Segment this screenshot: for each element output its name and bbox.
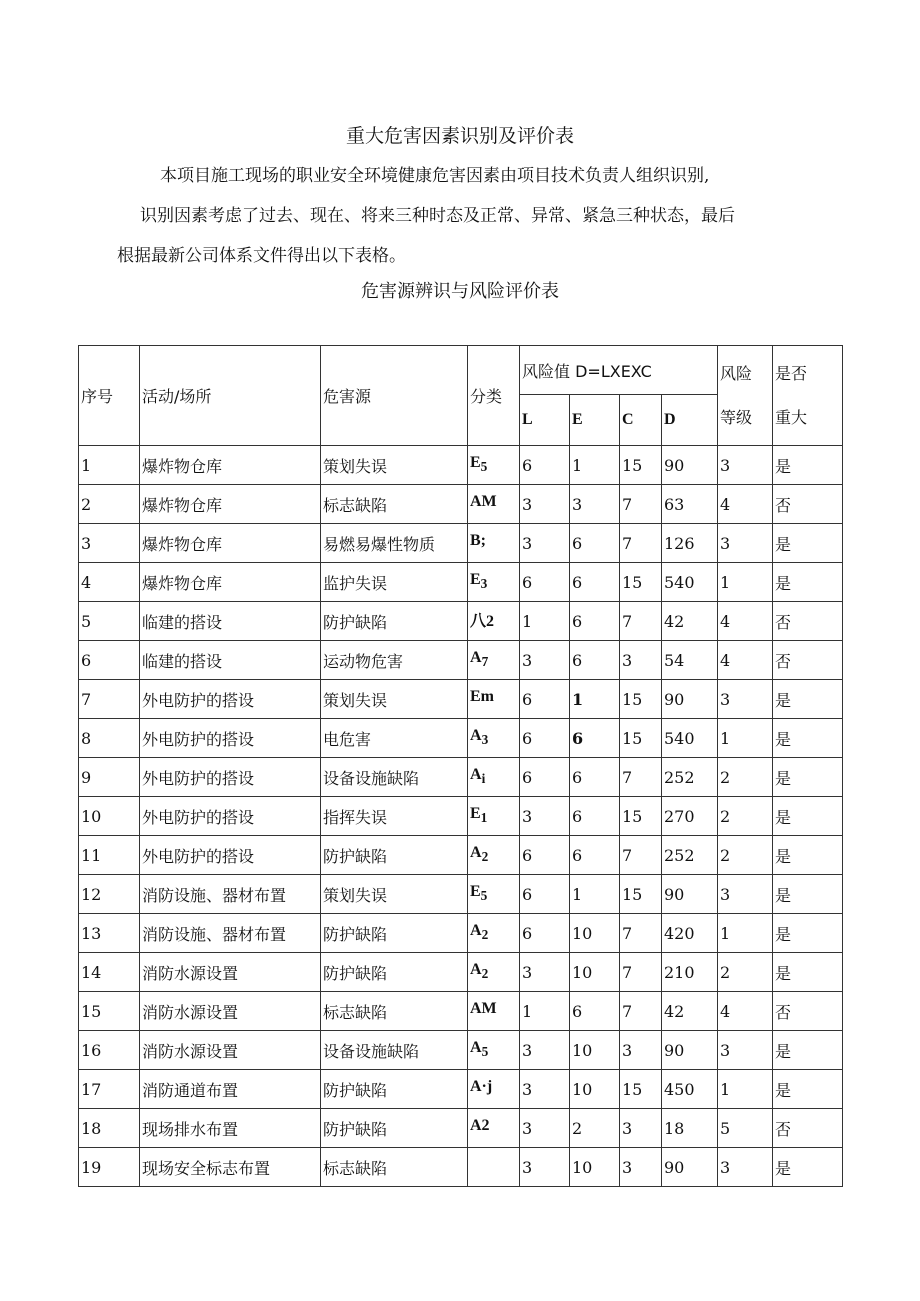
cell-C: 15 [620, 563, 662, 602]
cell-level: 3 [718, 524, 773, 563]
cell-E: 10 [570, 953, 620, 992]
cell-level: 1 [718, 1070, 773, 1109]
header-C: C [620, 395, 662, 446]
category-subscript: 2 [481, 849, 489, 865]
cell-hazard: 设备设施缺陷 [321, 1031, 468, 1070]
cell-C: 7 [620, 914, 662, 953]
cell-E: 10 [570, 1031, 620, 1070]
cell-level: 2 [718, 758, 773, 797]
cell-L: 3 [520, 1109, 570, 1148]
cell-C: 15 [620, 680, 662, 719]
cell-hazard: 标志缺陷 [321, 1148, 468, 1187]
cell-L: 6 [520, 446, 570, 485]
cell-activity: 消防水源设置 [140, 1031, 321, 1070]
cell-L: 3 [520, 1148, 570, 1187]
cell-C: 15 [620, 719, 662, 758]
cell-D: 540 [662, 563, 718, 602]
table-row [79, 563, 843, 602]
cell-hazard: 策划失误 [321, 680, 468, 719]
header-major-bottom: 重大 [775, 407, 808, 427]
intro-line-3: 根据最新公司体系文件得出以下表格。 [117, 246, 406, 266]
cell-seq: 5 [79, 602, 140, 641]
cell-C: 3 [620, 1109, 662, 1148]
cell-seq: 1 [79, 446, 140, 485]
table-row [79, 797, 843, 836]
cell-C: 7 [620, 836, 662, 875]
cell-activity: 消防设施、器材布置 [140, 914, 321, 953]
table-row [79, 1109, 843, 1148]
category-code: B; [470, 532, 486, 550]
cell-category [468, 524, 520, 563]
cell-E: 6 [570, 758, 620, 797]
cell-level: 3 [718, 875, 773, 914]
category-code: 八2 [470, 612, 495, 630]
cell-activity: 爆炸物仓库 [140, 485, 321, 524]
cell-major: 否 [773, 641, 843, 680]
cell-level: 4 [718, 485, 773, 524]
intro-line-2: 识别因素考虑了过去、现在、将来三种时态及正常、异常、紧急三种状态，最后 [140, 206, 735, 226]
cell-category [468, 836, 520, 875]
header-seq: 序号 [79, 346, 140, 446]
category-code: A [470, 766, 482, 784]
table-row [79, 719, 843, 758]
category-code: Em [470, 688, 494, 706]
cell-L: 6 [520, 914, 570, 953]
cell-E: 2 [570, 1109, 620, 1148]
cell-C: 7 [620, 485, 662, 524]
cell-category [468, 680, 520, 719]
cell-activity: 外电防护的搭设 [140, 797, 321, 836]
cell-seq: 12 [79, 875, 140, 914]
cell-C: 15 [620, 1070, 662, 1109]
cell-seq: 2 [79, 485, 140, 524]
cell-major: 是 [773, 1148, 843, 1187]
cell-activity: 外电防护的搭设 [140, 758, 321, 797]
cell-hazard: 策划失误 [321, 875, 468, 914]
cell-L: 6 [520, 758, 570, 797]
cell-E: 1 [570, 875, 620, 914]
table-row [79, 680, 843, 719]
cell-level: 1 [718, 563, 773, 602]
cell-level: 2 [718, 836, 773, 875]
cell-category [468, 1070, 520, 1109]
cell-activity: 外电防护的搭设 [140, 719, 321, 758]
category-subscript: 2 [481, 927, 489, 943]
category-subscript: 5 [480, 459, 488, 475]
cell-L: 3 [520, 1070, 570, 1109]
cell-L: 3 [520, 1031, 570, 1070]
cell-major: 是 [773, 719, 843, 758]
cell-level: 3 [718, 1148, 773, 1187]
cell-category [468, 953, 520, 992]
cell-activity: 外电防护的搭设 [140, 680, 321, 719]
cell-activity: 消防水源设置 [140, 953, 321, 992]
cell-C: 3 [620, 641, 662, 680]
category-code: A [470, 961, 482, 979]
cell-C: 7 [620, 992, 662, 1031]
page-title: 重大危害因素识别及评价表 [345, 125, 574, 147]
header-category: 分类 [468, 346, 520, 446]
cell-hazard: 指挥失误 [321, 797, 468, 836]
cell-seq: 19 [79, 1148, 140, 1187]
cell-hazard: 防护缺陷 [321, 953, 468, 992]
cell-category [468, 563, 520, 602]
cell-activity: 现场安全标志布置 [140, 1148, 321, 1187]
cell-D: 18 [662, 1109, 718, 1148]
cell-D: 420 [662, 914, 718, 953]
table-row [79, 446, 843, 485]
cell-hazard: 防护缺陷 [321, 914, 468, 953]
cell-category [468, 641, 520, 680]
cell-E: 1 [570, 680, 620, 719]
cell-D: 252 [662, 758, 718, 797]
category-code: E [470, 883, 481, 901]
cell-E: 6 [570, 797, 620, 836]
cell-category [468, 914, 520, 953]
category-code: A [470, 727, 482, 745]
table-row [79, 953, 843, 992]
cell-seq: 7 [79, 680, 140, 719]
cell-L: 6 [520, 719, 570, 758]
cell-D: 90 [662, 1031, 718, 1070]
cell-activity: 爆炸物仓库 [140, 446, 321, 485]
cell-seq: 14 [79, 953, 140, 992]
cell-major: 是 [773, 524, 843, 563]
cell-hazard: 监护失误 [321, 563, 468, 602]
header-risk-level-top: 风险 [720, 363, 753, 383]
header-D: D [662, 395, 718, 446]
cell-D: 63 [662, 485, 718, 524]
table-row [79, 602, 843, 641]
cell-seq: 16 [79, 1031, 140, 1070]
cell-C: 7 [620, 953, 662, 992]
cell-E: 10 [570, 914, 620, 953]
cell-level: 1 [718, 914, 773, 953]
cell-seq: 6 [79, 641, 140, 680]
cell-seq: 10 [79, 797, 140, 836]
category-code: E [470, 454, 481, 472]
cell-seq: 9 [79, 758, 140, 797]
risk-table [78, 345, 843, 1187]
cell-level: 2 [718, 797, 773, 836]
header-major-top: 是否 [775, 363, 808, 383]
cell-activity: 现场排水布置 [140, 1109, 321, 1148]
cell-major: 是 [773, 1070, 843, 1109]
cell-L: 1 [520, 602, 570, 641]
cell-level: 4 [718, 992, 773, 1031]
cell-hazard: 防护缺陷 [321, 1070, 468, 1109]
cell-major: 是 [773, 758, 843, 797]
cell-C: 15 [620, 797, 662, 836]
cell-D: 540 [662, 719, 718, 758]
cell-level: 4 [718, 602, 773, 641]
table-row [79, 914, 843, 953]
cell-category [468, 992, 520, 1031]
cell-category [468, 446, 520, 485]
category-subscript: 3 [481, 732, 489, 748]
cell-hazard: 易燃易爆性物质 [321, 524, 468, 563]
cell-activity: 临建的搭设 [140, 641, 321, 680]
cell-D: 42 [662, 602, 718, 641]
cell-hazard: 防护缺陷 [321, 836, 468, 875]
cell-E: 6 [570, 602, 620, 641]
cell-L: 6 [520, 875, 570, 914]
cell-activity: 消防设施、器材布置 [140, 875, 321, 914]
cell-C: 7 [620, 602, 662, 641]
cell-activity: 爆炸物仓库 [140, 524, 321, 563]
cell-level: 1 [718, 719, 773, 758]
cell-D: 90 [662, 1148, 718, 1187]
category-code: E [470, 571, 481, 589]
header-E: E [570, 395, 620, 446]
cell-major: 是 [773, 446, 843, 485]
cell-activity: 消防通道布置 [140, 1070, 321, 1109]
cell-D: 42 [662, 992, 718, 1031]
table-row [79, 485, 843, 524]
category-code: AM [470, 493, 497, 511]
cell-D: 270 [662, 797, 718, 836]
header-L: L [520, 395, 570, 446]
cell-D: 90 [662, 680, 718, 719]
cell-activity: 临建的搭设 [140, 602, 321, 641]
category-code: AM [470, 1000, 497, 1018]
cell-E: 10 [570, 1148, 620, 1187]
category-code: A [470, 1039, 482, 1057]
cell-D: 54 [662, 641, 718, 680]
cell-activity: 消防水源设置 [140, 992, 321, 1031]
cell-seq: 15 [79, 992, 140, 1031]
cell-L: 6 [520, 836, 570, 875]
cell-category [468, 1109, 520, 1148]
cell-level: 3 [718, 680, 773, 719]
cell-C: 15 [620, 875, 662, 914]
cell-level: 5 [718, 1109, 773, 1148]
cell-activity: 爆炸物仓库 [140, 563, 321, 602]
cell-hazard: 防护缺陷 [321, 602, 468, 641]
cell-E: 6 [570, 641, 620, 680]
cell-hazard: 标志缺陷 [321, 485, 468, 524]
cell-level: 3 [718, 1031, 773, 1070]
cell-hazard: 策划失误 [321, 446, 468, 485]
category-code: A·j [470, 1078, 493, 1096]
cell-C: 3 [620, 1031, 662, 1070]
table-row [79, 836, 843, 875]
category-code: E [470, 805, 481, 823]
cell-hazard: 防护缺陷 [321, 1109, 468, 1148]
cell-E: 3 [570, 485, 620, 524]
cell-D: 210 [662, 953, 718, 992]
cell-major: 否 [773, 602, 843, 641]
cell-seq: 13 [79, 914, 140, 953]
cell-hazard: 设备设施缺陷 [321, 758, 468, 797]
table-title: 危害源辨识与风险评价表 [361, 281, 559, 302]
header-risk-value: 风险值 D=LXEXC [520, 346, 718, 395]
cell-E: 10 [570, 1070, 620, 1109]
header-risk-level-bottom: 等级 [720, 407, 753, 427]
table-row [79, 875, 843, 914]
table-row [79, 641, 843, 680]
cell-category [468, 719, 520, 758]
cell-category [468, 1148, 520, 1187]
cell-major: 是 [773, 836, 843, 875]
cell-C: 7 [620, 524, 662, 563]
table-row [79, 992, 843, 1031]
category-subscript: i [481, 771, 486, 787]
cell-major: 否 [773, 992, 843, 1031]
cell-major: 是 [773, 1031, 843, 1070]
category-subscript: 7 [481, 654, 489, 670]
cell-activity: 外电防护的搭设 [140, 836, 321, 875]
cell-C: 3 [620, 1148, 662, 1187]
intro-line-1: 本项目施工现场的职业安全环境健康危害因素由项目技术负责人组织识别, [160, 166, 710, 186]
cell-level: 3 [718, 446, 773, 485]
cell-L: 3 [520, 953, 570, 992]
table-row [79, 758, 843, 797]
cell-major: 是 [773, 914, 843, 953]
cell-E: 6 [570, 836, 620, 875]
cell-major: 否 [773, 1109, 843, 1148]
cell-category [468, 758, 520, 797]
cell-seq: 11 [79, 836, 140, 875]
cell-E: 6 [570, 524, 620, 563]
cell-E: 6 [570, 719, 620, 758]
cell-category [468, 1031, 520, 1070]
category-subscript: 5 [481, 1044, 489, 1060]
cell-seq: 3 [79, 524, 140, 563]
cell-major: 是 [773, 563, 843, 602]
cell-L: 1 [520, 992, 570, 1031]
cell-major: 否 [773, 485, 843, 524]
category-code: A [470, 649, 482, 667]
category-subscript: 2 [481, 966, 489, 982]
category-subscript: 5 [480, 888, 488, 904]
cell-L: 6 [520, 563, 570, 602]
cell-D: 90 [662, 446, 718, 485]
cell-major: 是 [773, 680, 843, 719]
cell-D: 90 [662, 875, 718, 914]
header-activity: 活动/场所 [140, 346, 321, 446]
cell-C: 7 [620, 758, 662, 797]
table-row [79, 1031, 843, 1070]
category-code: A [470, 922, 482, 940]
cell-category [468, 485, 520, 524]
cell-C: 15 [620, 446, 662, 485]
cell-category [468, 875, 520, 914]
cell-L: 3 [520, 797, 570, 836]
cell-D: 450 [662, 1070, 718, 1109]
table-row [79, 1070, 843, 1109]
cell-seq: 18 [79, 1109, 140, 1148]
cell-D: 252 [662, 836, 718, 875]
cell-level: 2 [718, 953, 773, 992]
cell-E: 6 [570, 563, 620, 602]
category-code: A2 [470, 1117, 490, 1135]
cell-hazard: 标志缺陷 [321, 992, 468, 1031]
table-row [79, 1148, 843, 1187]
cell-hazard: 电危害 [321, 719, 468, 758]
cell-level: 4 [718, 641, 773, 680]
cell-seq: 4 [79, 563, 140, 602]
cell-L: 3 [520, 485, 570, 524]
header-hazard: 危害源 [321, 346, 468, 446]
cell-seq: 8 [79, 719, 140, 758]
cell-L: 3 [520, 641, 570, 680]
category-code: A [470, 844, 482, 862]
cell-E: 1 [570, 446, 620, 485]
cell-L: 3 [520, 524, 570, 563]
category-subscript: 1 [480, 810, 488, 826]
cell-category [468, 797, 520, 836]
cell-major: 是 [773, 797, 843, 836]
header-major [773, 346, 843, 446]
cell-major: 是 [773, 875, 843, 914]
cell-hazard: 运动物危害 [321, 641, 468, 680]
cell-D: 126 [662, 524, 718, 563]
cell-E: 6 [570, 992, 620, 1031]
cell-L: 6 [520, 680, 570, 719]
cell-seq: 17 [79, 1070, 140, 1109]
header-risk-level [718, 346, 773, 446]
table-row [79, 524, 843, 563]
category-subscript: 3 [480, 576, 488, 592]
cell-category [468, 602, 520, 641]
cell-major: 是 [773, 953, 843, 992]
